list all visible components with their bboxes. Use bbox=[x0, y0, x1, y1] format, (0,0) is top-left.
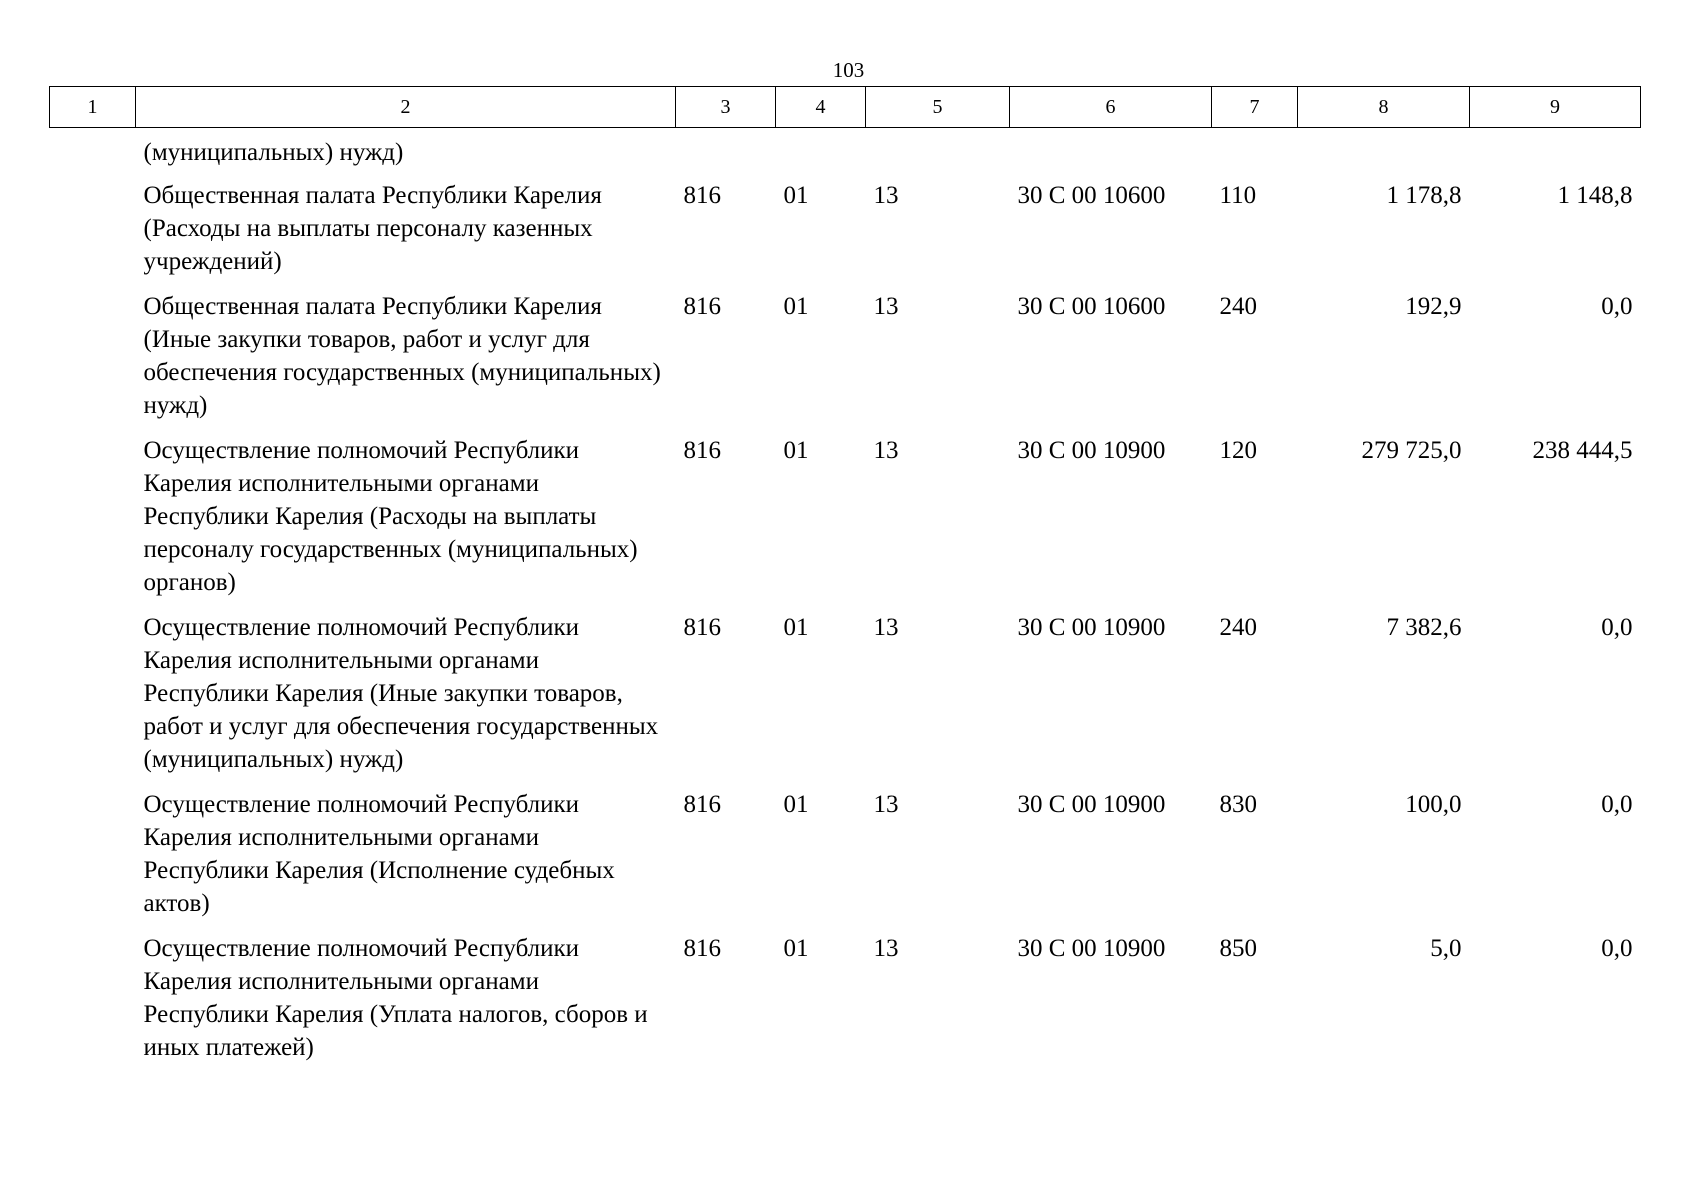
table-row bbox=[50, 932, 1641, 1076]
section-code: 01 bbox=[783, 791, 809, 818]
table-row bbox=[50, 179, 1641, 290]
column-header-2: 2 bbox=[136, 87, 676, 128]
column-header-3: 3 bbox=[676, 87, 776, 128]
ministry-code: 816 bbox=[683, 935, 721, 962]
expense-type-code: 110 bbox=[1219, 182, 1257, 209]
amount-total: 100,0 bbox=[1405, 791, 1462, 818]
subsection-code: 13 bbox=[873, 935, 899, 962]
column-header-8: 8 bbox=[1298, 87, 1470, 128]
target-article-code: 30 С 00 10600 bbox=[1017, 293, 1166, 320]
expense-description: Общественная палата Республики Карелия (Иные закупки товаров, работ и услуг для обеспечения государственных (муниципальных) нужд) bbox=[143, 293, 661, 419]
table-row bbox=[50, 290, 1641, 434]
subsection-code: 13 bbox=[873, 182, 899, 209]
column-header-1: 1 bbox=[50, 87, 136, 128]
row-number-cell bbox=[50, 932, 136, 1076]
amount-total: 7 382,6 bbox=[1386, 614, 1462, 641]
amount-secondary: 1 148,8 bbox=[1557, 182, 1633, 209]
expense-type-code: 240 bbox=[1219, 293, 1257, 320]
row-number-cell bbox=[50, 290, 136, 434]
ministry-code bbox=[676, 128, 776, 180]
column-number-header-row bbox=[50, 87, 1641, 128]
subsection-code: 13 bbox=[873, 791, 899, 818]
section-code: 01 bbox=[783, 293, 809, 320]
amount-secondary bbox=[1470, 128, 1641, 180]
table-row bbox=[50, 611, 1641, 788]
budget-table bbox=[49, 86, 1641, 1076]
amount-total: 5,0 bbox=[1430, 935, 1462, 962]
amount-secondary: 0,0 bbox=[1601, 935, 1633, 962]
section-code: 01 bbox=[783, 182, 809, 209]
subsection-code bbox=[866, 128, 1010, 180]
column-header-4: 4 bbox=[776, 87, 866, 128]
expense-type-code: 850 bbox=[1219, 935, 1257, 962]
row-number-cell bbox=[50, 434, 136, 611]
amount-total bbox=[1298, 128, 1470, 180]
subsection-code: 13 bbox=[873, 614, 899, 641]
target-article-code: 30 С 00 10900 bbox=[1017, 437, 1166, 464]
target-article-code bbox=[1010, 128, 1212, 180]
expense-type-code: 120 bbox=[1219, 437, 1257, 464]
expense-description: (муниципальных) нужд) bbox=[143, 139, 404, 166]
ministry-code: 816 bbox=[683, 293, 721, 320]
amount-total: 279 725,0 bbox=[1361, 437, 1462, 464]
column-header-9: 9 bbox=[1470, 87, 1641, 128]
target-article-code: 30 С 00 10900 bbox=[1017, 791, 1166, 818]
section-code: 01 bbox=[783, 437, 809, 464]
row-number-cell bbox=[50, 128, 136, 180]
expense-description: Осуществление полномочий Республики Карелия исполнительными органами Республики Карелия (Уплата налогов, сборов и иных платежей) bbox=[143, 935, 648, 1061]
row-number-cell bbox=[50, 611, 136, 788]
amount-secondary: 0,0 bbox=[1601, 293, 1633, 320]
ministry-code: 816 bbox=[683, 437, 721, 464]
row-number-cell bbox=[50, 179, 136, 290]
table-row bbox=[50, 128, 1641, 180]
ministry-code: 816 bbox=[683, 182, 721, 209]
table-row bbox=[50, 434, 1641, 611]
ministry-code: 816 bbox=[683, 791, 721, 818]
target-article-code: 30 С 00 10900 bbox=[1017, 614, 1166, 641]
amount-secondary: 0,0 bbox=[1601, 614, 1633, 641]
amount-secondary: 0,0 bbox=[1601, 791, 1633, 818]
section-code: 01 bbox=[783, 935, 809, 962]
page-number: 103 bbox=[832, 58, 865, 82]
section-code: 01 bbox=[783, 614, 809, 641]
column-header-5: 5 bbox=[866, 87, 1010, 128]
amount-total: 1 178,8 bbox=[1386, 182, 1462, 209]
column-header-6: 6 bbox=[1010, 87, 1212, 128]
expense-description: Общественная палата Республики Карелия (Расходы на выплаты персоналу казенных учреждений) bbox=[143, 182, 602, 275]
expense-type-code bbox=[1212, 128, 1298, 180]
table-row bbox=[50, 788, 1641, 932]
expense-description: Осуществление полномочий Республики Карелия исполнительными органами Республики Карелия (Иные закупки товаров, работ и услуг для обеспечения государственных (муниципальных) нужд) bbox=[143, 614, 659, 773]
expense-description: Осуществление полномочий Республики Карелия исполнительными органами Республики Карелия (Исполнение судебных актов) bbox=[143, 791, 615, 917]
ministry-code: 816 bbox=[683, 614, 721, 641]
amount-secondary: 238 444,5 bbox=[1532, 437, 1633, 464]
expense-type-code: 830 bbox=[1219, 791, 1257, 818]
row-number-cell bbox=[50, 788, 136, 932]
section-code bbox=[776, 128, 866, 180]
target-article-code: 30 С 00 10900 bbox=[1017, 935, 1166, 962]
amount-total: 192,9 bbox=[1405, 293, 1462, 320]
expense-description: Осуществление полномочий Республики Карелия исполнительными органами Республики Карелия (Расходы на выплаты персоналу государственных (муниципальных) органов) bbox=[143, 437, 638, 596]
target-article-code: 30 С 00 10600 bbox=[1017, 182, 1166, 209]
expense-type-code: 240 bbox=[1219, 614, 1257, 641]
subsection-code: 13 bbox=[873, 437, 899, 464]
column-header-7: 7 bbox=[1212, 87, 1298, 128]
subsection-code: 13 bbox=[873, 293, 899, 320]
